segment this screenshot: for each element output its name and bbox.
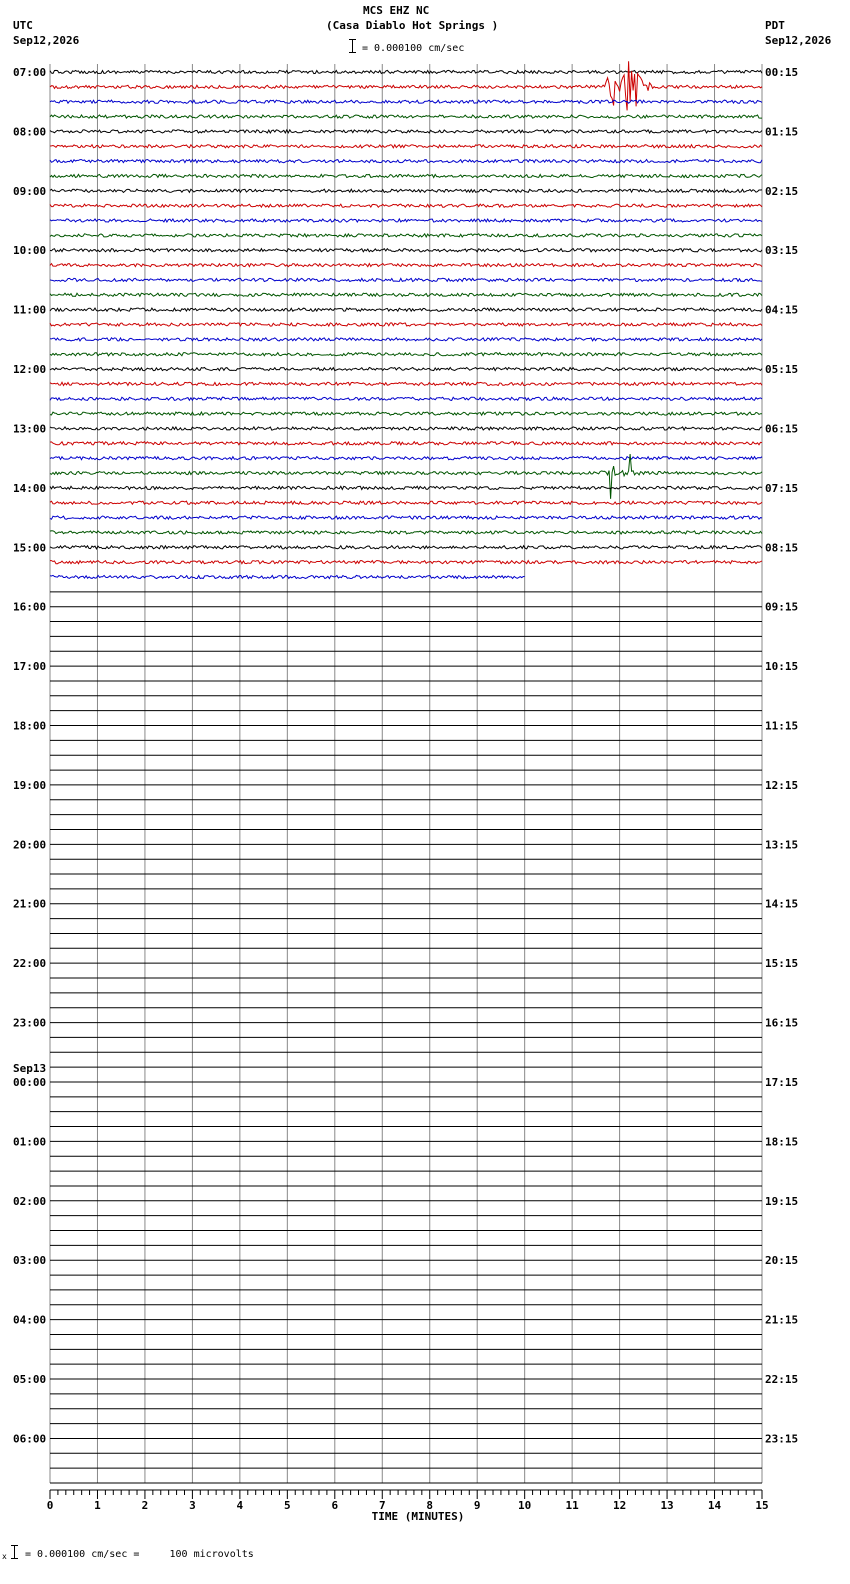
seismic-trace [50, 323, 762, 326]
pdt-hour-label: 19:15 [765, 1194, 799, 1208]
seismic-trace [50, 100, 762, 103]
seismic-trace [50, 278, 762, 281]
x-tick-label: 3 [189, 1499, 196, 1512]
utc-hour-label: 10:00 [13, 244, 47, 258]
x-tick-label: 5 [284, 1499, 291, 1512]
seismic-trace [50, 353, 762, 356]
x-tick-label: 10 [518, 1499, 532, 1512]
footer-marker: x [2, 1552, 7, 1561]
utc-hour-label: 21:00 [13, 897, 47, 911]
x-axis-title: TIME (MINUTES) [371, 1510, 465, 1523]
pdt-hour-label: 23:15 [765, 1432, 799, 1446]
left-timezone: UTC [13, 19, 33, 32]
pdt-hour-label: 02:15 [765, 184, 799, 198]
utc-hour-label: 09:00 [13, 184, 47, 198]
pdt-hour-label: 05:15 [765, 363, 799, 377]
pdt-hour-label: 11:15 [765, 719, 799, 733]
pdt-hour-label: 16:15 [765, 1016, 799, 1030]
footer-calibration: = 0.000100 cm/sec = 100 microvolts [25, 1549, 254, 1560]
seismic-trace [50, 486, 762, 489]
seismic-trace [50, 442, 762, 445]
seismic-trace [50, 264, 762, 267]
seismic-trace [50, 160, 762, 163]
seismic-trace [50, 338, 762, 341]
x-tick-label: 4 [236, 1499, 244, 1512]
utc-hour-label: 04:00 [13, 1313, 47, 1327]
date-change-label: Sep13 [13, 1061, 47, 1075]
utc-hour-label: 13:00 [13, 422, 47, 436]
pdt-hour-label: 13:15 [765, 838, 799, 852]
right-date: Sep12,2026 [765, 34, 832, 47]
utc-hour-label: 07:00 [13, 66, 47, 79]
pdt-hour-label: 14:15 [765, 897, 799, 911]
utc-hour-label: 12:00 [13, 363, 47, 377]
x-tick-label: 8 [426, 1499, 434, 1512]
x-tick-label: 12 [612, 1499, 627, 1512]
seismic-trace [50, 308, 762, 311]
seismic-trace [50, 204, 762, 207]
seismic-trace [50, 368, 762, 371]
x-tick-label: 15 [755, 1499, 769, 1512]
pdt-hour-label: 22:15 [765, 1373, 799, 1387]
x-tick-label: 13 [660, 1499, 674, 1512]
utc-hour-label: 11:00 [13, 303, 47, 317]
seismic-trace [50, 546, 762, 549]
seismic-trace [50, 189, 762, 192]
right-timezone: PDT [765, 19, 785, 32]
x-tick-label: 7 [378, 1499, 386, 1512]
seismic-trace [50, 412, 762, 415]
station-subtitle: (Casa Diablo Hot Springs ) [326, 19, 499, 32]
seismic-trace [50, 219, 762, 222]
footer-scale-bar-icon [14, 1545, 15, 1559]
seismic-trace [50, 115, 762, 118]
seismic-trace [50, 382, 762, 385]
scale-text: = 0.000100 cm/sec [362, 43, 465, 54]
utc-hour-label: 00:00 [13, 1075, 47, 1089]
seismic-trace [50, 457, 762, 460]
pdt-hour-label: 00:15 [765, 66, 799, 79]
utc-hour-label: 18:00 [13, 719, 47, 733]
x-tick-label: 2 [141, 1499, 149, 1512]
pdt-hour-label: 18:15 [765, 1135, 799, 1149]
pdt-hour-label: 01:15 [765, 125, 799, 139]
seismic-trace [50, 501, 762, 504]
seismic-trace [50, 397, 762, 400]
seismic-trace [50, 145, 762, 148]
station-title: MCS EHZ NC [363, 4, 430, 17]
seismic-trace [50, 454, 762, 499]
seismic-trace [50, 249, 762, 252]
pdt-hour-label: 12:15 [765, 778, 799, 792]
pdt-hour-label: 09:15 [765, 600, 799, 614]
pdt-hour-label: 04:15 [765, 303, 799, 317]
utc-hour-label: 22:00 [13, 957, 47, 971]
utc-hour-label: 15:00 [13, 541, 47, 555]
pdt-hour-label: 10:15 [765, 660, 799, 674]
seismic-trace [50, 561, 762, 564]
pdt-hour-label: 17:15 [765, 1075, 799, 1089]
seismic-trace [50, 516, 762, 519]
seismic-trace [50, 130, 762, 133]
x-tick-label: 0 [46, 1499, 54, 1512]
utc-hour-label: 06:00 [13, 1432, 47, 1446]
x-tick-label: 6 [331, 1499, 339, 1512]
utc-hour-label: 05:00 [13, 1373, 47, 1387]
utc-hour-label: 16:00 [13, 600, 47, 614]
pdt-hour-label: 20:15 [765, 1254, 799, 1268]
x-tick-label: 1 [94, 1499, 101, 1512]
x-tick-label: 11 [565, 1499, 579, 1512]
utc-hour-label: 17:00 [13, 660, 47, 674]
pdt-hour-label: 21:15 [765, 1313, 799, 1327]
pdt-hour-label: 06:15 [765, 422, 799, 436]
utc-hour-label: 20:00 [13, 838, 47, 852]
seismic-trace [50, 234, 762, 237]
seismic-trace [50, 293, 762, 296]
pdt-hour-label: 07:15 [765, 481, 799, 495]
pdt-hour-label: 08:15 [765, 541, 799, 555]
seismic-trace [50, 174, 762, 177]
utc-hour-label: 03:00 [13, 1254, 47, 1268]
utc-hour-label: 08:00 [13, 125, 47, 139]
utc-hour-label: 23:00 [13, 1016, 47, 1030]
pdt-hour-label: 15:15 [765, 957, 799, 971]
seismic-trace [50, 531, 762, 534]
utc-hour-label: 02:00 [13, 1194, 47, 1208]
left-date: Sep12,2026 [13, 34, 80, 47]
pdt-hour-label: 03:15 [765, 244, 799, 258]
utc-hour-label: 14:00 [13, 481, 47, 495]
seismic-trace [50, 70, 762, 73]
seismic-trace [50, 427, 762, 430]
x-tick-label: 14 [707, 1499, 722, 1512]
x-tick-label: 9 [473, 1499, 481, 1512]
utc-hour-label: 19:00 [13, 778, 47, 792]
utc-hour-label: 01:00 [13, 1135, 47, 1149]
